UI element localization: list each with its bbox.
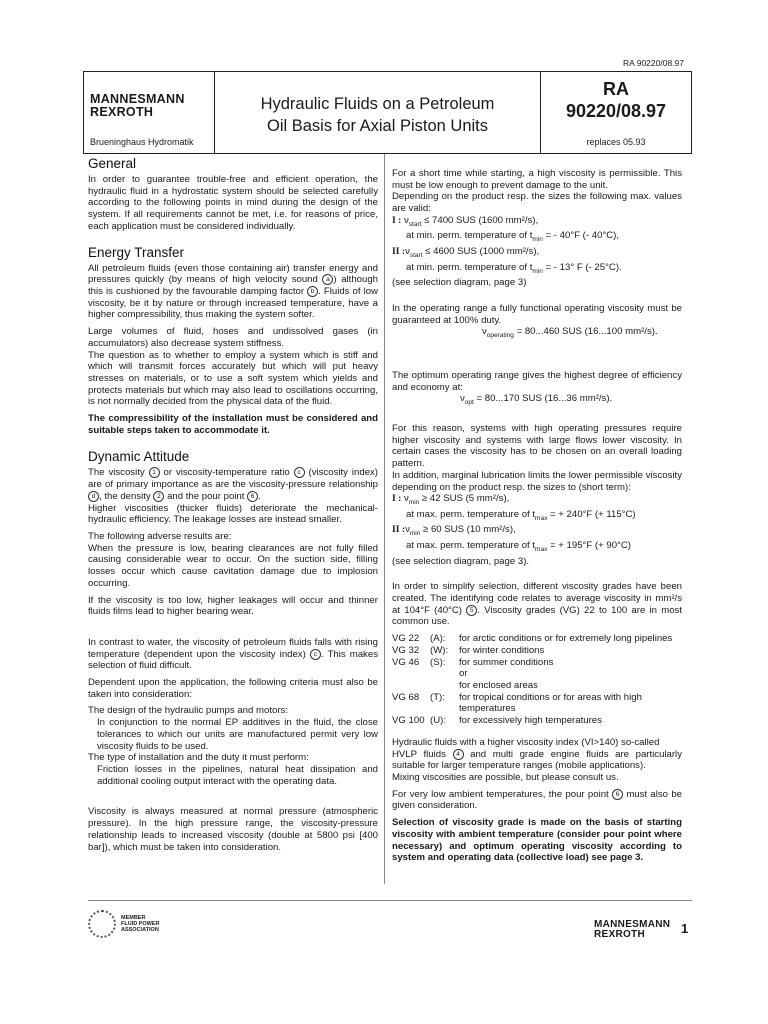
logo-line-2: REXROTH xyxy=(90,104,154,119)
ra-line-2: 90220/08.97 xyxy=(565,101,667,121)
operating-range-paragraph: In the operating range a fully functional operating viscosity must be guaranteed at 100% duty. xyxy=(392,302,682,326)
start-viscosity-paragraph: For a short time while starting, a high viscosity is permissible. This must be low enough to prevent damage to the unit. xyxy=(392,168,682,191)
document-reference-top: RA 90220/08.97 xyxy=(623,58,684,68)
company-name: Brueninghaus Hydromatik xyxy=(90,137,194,147)
dynamic-paragraph-6: In contrast to water, the viscosity of petroleum fluids falls with rising temperature (dependent upon the viscosity index) c . This makes selection of fluid difficult. xyxy=(88,636,378,672)
vg-row: VG 32 (W): for winter conditions xyxy=(392,644,545,656)
general-heading: General xyxy=(88,156,137,171)
replaces-note: replaces 05.93 xyxy=(586,137,646,147)
dynamic-paragraph-1: The viscosity 1 or viscosity-temperature ratio c (viscosity index) are of primary importance as are the viscosity-pressure relationship d , the density 2 and the pour point 6 . xyxy=(88,467,378,502)
vg-row: VG 22 (A): for arctic conditions or for extremely long pipelines xyxy=(392,633,673,645)
ref-marker-b: b xyxy=(307,286,318,297)
ref-marker-6: 6 xyxy=(247,491,258,502)
left-column xyxy=(88,156,378,858)
dynamic-paragraph-3: The following adverse results are: xyxy=(88,531,232,542)
footer-divider xyxy=(88,900,692,901)
dynamic-paragraph-12: Viscosity is always measured at normal pressure (atmospheric pressure). In the high pressure range, the viscosity-pressure relationship leads to increased viscosity (double at 5800 psi [400 bar]), which must be taken into consideration. xyxy=(88,806,378,853)
column-divider xyxy=(384,154,385,884)
selection-note: Selection of viscosity grade is made on the basis of starting viscosity with ambient temperature (consider pour point where necessary) and optimum operating viscosity according to system and operating data (collective load) see page 3. xyxy=(392,817,682,864)
high-pressure-paragraph: For this reason, systems with high operating pressures require higher viscosity and systems with large flows lower viscosity. In certain cases the viscosity has to be chosen on an overall loading pattern. xyxy=(392,422,682,470)
vg-row: for enclosed areas xyxy=(459,680,538,691)
header-title-cell xyxy=(215,72,541,153)
general-paragraph: In order to guarantee trouble-free and efficient operation, the hydraulic fluid in a hydrostatic system should be selected carefully according to the following points in mind during the design of the system. If all requirements cannot be met, i.e. for reasons of price, each application must be considered individually. xyxy=(88,174,378,232)
vg-row: VG 100 (U): for excessively high temperatures xyxy=(392,715,602,727)
min-limit-2: II $:\nu_{min} \ge 60$ SUS (10 mm²/s), xyxy=(392,524,516,538)
ref-marker-5: 5 xyxy=(466,605,477,616)
dynamic-paragraph-7: Dependent upon the application, the following criteria must also be taken into consideration: xyxy=(88,677,378,700)
ref-marker-2: 2 xyxy=(153,491,164,502)
energy-paragraph-3: The question as to whether to employ a system which is stiff and which will transmit forces accurately but which will put heavy stresses on materials, or to use a soft system which yields and protects materials but which may also lead to oscillations occurring, is not normally decided from the physical data of the fluid. xyxy=(88,349,378,408)
header-ra-cell xyxy=(541,72,691,153)
min-limit-2-temp: at max. perm. temperature of $t_{max}$ = + 195°F (+ 90°C) xyxy=(406,540,631,553)
ref-marker-a: a xyxy=(322,274,333,285)
ra-line-1: RA xyxy=(603,79,629,99)
energy-paragraph-1: All petroleum fluids (even those containing air) transfer energy and pressures quickly (by means of high velocity sound a ) although this is cushioned by the favourable damping factor b . Fluids of low viscosity, be it by nature or through increased temperature, have a higher compressibility, thus making the system softer. xyxy=(88,262,378,321)
document-header xyxy=(83,71,692,154)
company-logo xyxy=(90,93,185,118)
min-limit-1-temp: at max. perm. temperature of $t_{max}$ = + 240°F (+ 115°C) xyxy=(406,508,636,522)
vg-row: or xyxy=(459,668,468,680)
vg-row: VG 68 (T): for tropical conditions or for areas with high temperatures xyxy=(392,691,642,715)
right-column xyxy=(392,168,682,869)
dynamic-paragraph-9: In conjunction to the normal EP additives in the fluid, the close tolerances to which our units are manufactured permit very low viscosity fluids to be used. xyxy=(97,717,378,752)
start-limit-2: II $:\nu_{start} \le 4600$ SUS (1000 mm²/s), xyxy=(392,246,540,259)
hvlp-paragraph-2: HVLP fluids 4 and multi grade engine fluids are particularly suitable for larger temperature ranges (mobile applications). xyxy=(392,748,682,772)
start-limit-1: I : $\nu_{start} \le 7400$ SUS (1600 mm²/s), xyxy=(392,214,539,228)
title-line-2: Oil Basis for Axial Piston Units xyxy=(267,117,488,135)
dynamic-paragraph-5: If the viscosity is too low, higher leakages will occur and thinner fluids films lead to higher bearing wear. xyxy=(88,594,378,618)
min-limit-1: I : $\nu_{min} \ge 42$ SUS (5 mm²/s), xyxy=(392,493,510,507)
page-number: 1 xyxy=(681,921,689,936)
hvlp-paragraph-1: Hydraulic fluids with a higher viscosity index (VI>140) so-called xyxy=(392,736,660,748)
optimum-viscosity: $\nu_{opt} = 80...170$ SUS (16...36 mm²/s). xyxy=(460,393,613,407)
ref-marker-1: 1 xyxy=(149,467,160,478)
vg-row: VG 46 (S): for summer conditions xyxy=(392,656,554,668)
ra-number xyxy=(541,78,691,122)
lubrication-paragraph: In addition, marginal lubrication limits the lower permissible viscosity depending on the product resp. the sizes to (short term): xyxy=(392,469,682,493)
see-diagram-note-2: (see selection diagram, page 3). xyxy=(392,555,530,567)
mixing-paragraph: Mixing viscosities are possible, but please consult us. xyxy=(392,771,619,783)
fluid-power-association-mark: MEMBER FLUID POWER ASSOCIATION xyxy=(121,915,160,933)
header-logo-cell xyxy=(84,72,215,153)
pour-point-paragraph: For very low ambient temperatures, the pour point 6 must also be given consideration. xyxy=(392,788,682,812)
title-line-1: Hydraulic Fluids on a Petroleum xyxy=(260,95,495,113)
ref-marker-6-2: 6 xyxy=(612,789,623,800)
max-values-paragraph: Depending on the product resp. the sizes the following max. values are valid: xyxy=(392,191,682,215)
dynamic-paragraph-10: The type of installation and the duty it must perform: xyxy=(88,752,309,764)
energy-heading: Energy Transfer xyxy=(88,244,185,260)
see-diagram-note-1: (see selection diagram, page 3) xyxy=(392,277,527,289)
start-limit-1-temp: at min. perm. temperature of $t_{min}$ = - 40°F (- 40°C), xyxy=(406,230,620,244)
optimum-range-paragraph: The optimum operating range gives the highest degree of efficiency and economy at: xyxy=(392,369,682,393)
energy-note: The compressibility of the installation must be considered and suitable steps taken to accommodate it. xyxy=(88,413,378,436)
dynamic-heading: Dynamic Attitude xyxy=(88,449,190,465)
dynamic-paragraph-2: Higher viscosities (thicker fluids) deteriorate the mechanical-hydraulic efficiency. The leakage losses are instead smaller. xyxy=(88,502,378,526)
dynamic-paragraph-8: The design of the hydraulic pumps and motors: xyxy=(88,705,288,717)
dynamic-paragraph-4: When the pressure is low, bearing clearances are not fully filled causing considerable wear to occur. On the suction side, filling losses occur which cause cavitation damage due to implosion occurring. xyxy=(88,542,378,589)
fluid-power-seal-icon xyxy=(88,910,116,938)
footer-logo: MANNESMANN REXROTH xyxy=(594,919,671,940)
ref-marker-c-2: c xyxy=(310,649,321,660)
document-title xyxy=(215,93,540,137)
energy-paragraph-2: Large volumes of fluid, hoses and undissolved gases (in accumulators) also decrease system stiffness. xyxy=(88,326,378,349)
viscosity-grades-paragraph: In order to simplify selection, different viscosity grades have been created. The identifying code relates to average viscosity in mm²/s at 104°F (40°C) 5 . Viscosity grades (VG) 22 to 100 are in most common use. xyxy=(392,581,682,628)
ref-marker-4: 4 xyxy=(453,749,464,760)
logo-line-1: MANNESMANN xyxy=(90,92,185,106)
ref-marker-c: c xyxy=(294,467,305,478)
ref-marker-d: d xyxy=(88,491,99,502)
dynamic-paragraph-11: Friction losses in the pipelines, natural heat dissipation and additional cooling output interact with the operating data. xyxy=(97,763,378,787)
start-limit-2-temp: at min. perm. temperature of $t_{min}$ = - 13° F (- 25°C). xyxy=(406,261,622,275)
operating-viscosity: $\nu_{operating} = 80...460$ SUS (16...100 mm²/s). xyxy=(482,326,658,340)
viscosity-grade-list xyxy=(392,633,682,727)
